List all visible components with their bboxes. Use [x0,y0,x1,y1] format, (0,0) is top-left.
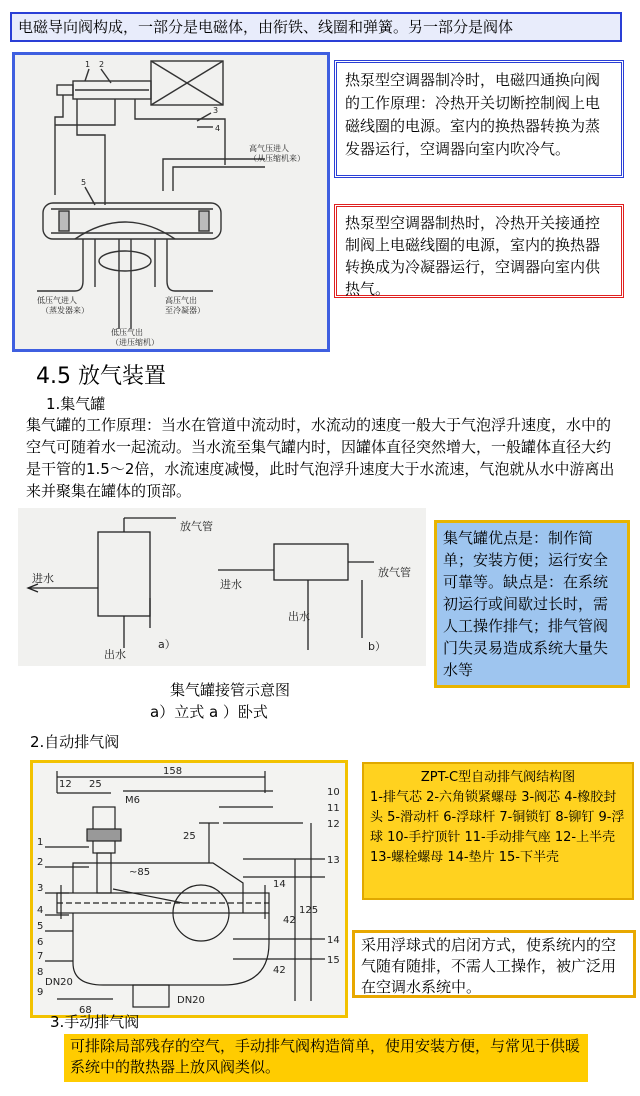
vent-dim-dn20b: DN20 [177,995,205,1006]
reversing-valve-drawing [15,55,327,349]
valve-low-out-sub: （进压缩机） [111,338,159,347]
cooling-info-box [334,60,624,178]
header-title-box [10,12,622,42]
cooling-text: 热泵型空调器制冷时，电磁四通换向阀的工作原理：冷热开关切断控制阀上电磁线圈的电源。室内的换热器转换为蒸发器运行，空调器向室内吹冷气。 [345,71,601,158]
tank-figure-caption: 集气罐接管示意图 [170,681,291,699]
auto-vent-figure [30,760,348,1018]
vent-dim-68: 68 [79,1005,92,1015]
vent-dim-85: ~85 [129,867,151,878]
valve-low-out-label: 低压气出 [111,328,143,337]
gas-tank-drawing [18,508,426,666]
zpt-legend-box [362,762,634,900]
horizontal-tank [274,544,348,580]
tank-a-inlet-label: 进水 [32,572,54,585]
manual-vent-box [64,1034,588,1082]
valve-label-5: 5 [81,178,87,187]
vent-part-14: 14 [327,935,340,946]
manual-vent-text: 可排除局部残存的空气，手动排气阀构造简单，使用安装方便，与常见于供暖系统中的散热器上放风阀类似。 [70,1037,581,1076]
vent-part-5: 5 [37,921,44,932]
vent-part-7: 7 [37,951,44,962]
vent-part-1: 1 [37,837,44,848]
zpt-legend-title: ZPT-C型自动排气阀结构图 [420,770,576,785]
float-principle-text: 采用浮球式的启闭方式，使系统内的空气随有随排，不需人工操作，被广泛用在空调水系统中。 [361,936,617,996]
vent-dim-42a: 42 [283,915,296,926]
vertical-tank [98,532,150,616]
gas-tank-advantages-box [434,520,630,688]
vent-part-6: 6 [37,937,44,948]
vent-part-10: 10 [327,787,340,798]
advantages-text: 集气罐优点是：制作简单；安装方便；运行安全可靠等。缺点是：在系统初运行或间歇过长时，需人工操作排气；排气管阀门失灵易造成系统大量失水等 [443,529,609,679]
valve-low-in-sub: （蒸发器来） [41,306,89,315]
tank-b-tag: b） [368,640,386,653]
header-title: 电磁导向阀构成，一部分是电磁体，由衔铁、线圈和弹簧。另一部分是阀体 [18,18,514,36]
section-title: 4.5 放气装置 [36,364,166,389]
vent-part-3: 3 [37,883,44,894]
tank-figure-subcaption: a）立式 a ）卧式 [150,703,268,721]
valve-low-in-label: 低压气进人 [37,296,77,305]
tank-b-outlet-label: 出水 [288,610,310,623]
tank-b-vent-label: 放气管 [378,566,411,579]
auto-vent-drawing [33,763,345,1015]
vent-dim-25a: 25 [89,779,102,790]
vent-part-11: 11 [327,803,340,814]
vent-dim-158: 158 [163,766,183,777]
gas-tank-figure [18,508,426,666]
vent-dim-42b: 42 [273,965,286,976]
valve-label-4: 4 [215,124,221,133]
valve-label-1: 1 [85,60,91,69]
vent-part-15: 15 [327,955,340,966]
valve-high-in-label: 高气压进人 [249,144,289,153]
vent-dim-dn20a: DN20 [45,977,73,988]
subheading-manual-vent: 3.手动排气阀 [50,1013,140,1031]
vent-dim-12a: 12 [59,779,72,790]
vent-part-12: 12 [327,819,340,830]
heating-text: 热泵型空调器制热时，冷热开关接通控制阀上电磁线圈的电源，室内的换热器转换成为冷凝器运行，空调器向室内供热气。 [345,214,601,298]
vent-dim-25b: 25 [183,831,196,842]
vent-part-9: 9 [37,987,44,998]
vent-part-4: 4 [37,905,44,916]
gas-tank-paragraph: 集气罐的工作原理：当水在管道中流动时，水流动的速度一般大于气泡浮升速度，水中的空气可随着水一起流动。当水流至集气罐内时，因罐体直径突然增大，一般罐体直径大约是干管的1.5～2倍，水流速度减慢，此时气泡浮升速度大于水流速，气泡就从水中游离出来并聚集在罐体的顶部。 [26,416,615,500]
tank-b-inlet-label: 进水 [220,578,242,591]
valve-high-out-label: 高压气出 [165,296,197,305]
vent-part-13: 13 [327,855,340,866]
heating-info-box [334,204,624,298]
tank-a-tag: a） [158,638,176,651]
valve-high-in-sub: （从压缩机来） [249,154,305,163]
subheading-auto-vent: 2.自动排气阀 [30,733,120,751]
float-principle-box [352,930,636,998]
zpt-legend-body: 1-排气芯 2-六角锁紧螺母 3-阀芯 4-橡胶封头 5-滑动杆 6-浮球杆 7-铜锁钉 8-铆钉 9-浮球 10-手拧顶针 11-手动排气座 12-上半壳 13-螺栓螺母 14-垫片 15-下半壳 [370,790,625,865]
vent-dim-14: 14 [273,879,286,890]
vent-dim-m6: M6 [125,795,140,806]
vent-part-2: 2 [37,857,44,868]
vent-part-8: 8 [37,967,44,978]
valve-label-2: 2 [99,60,105,69]
vent-dim-125: 125 [299,905,319,916]
reversing-valve-figure [12,52,330,352]
tank-a-outlet-label: 出水 [104,648,126,661]
subheading-gas-tank: 1.集气罐 [46,395,106,413]
tank-a-vent-label: 放气管 [180,520,213,533]
valve-high-out-sub: 至冷凝器） [165,306,205,315]
valve-label-3: 3 [213,106,219,115]
